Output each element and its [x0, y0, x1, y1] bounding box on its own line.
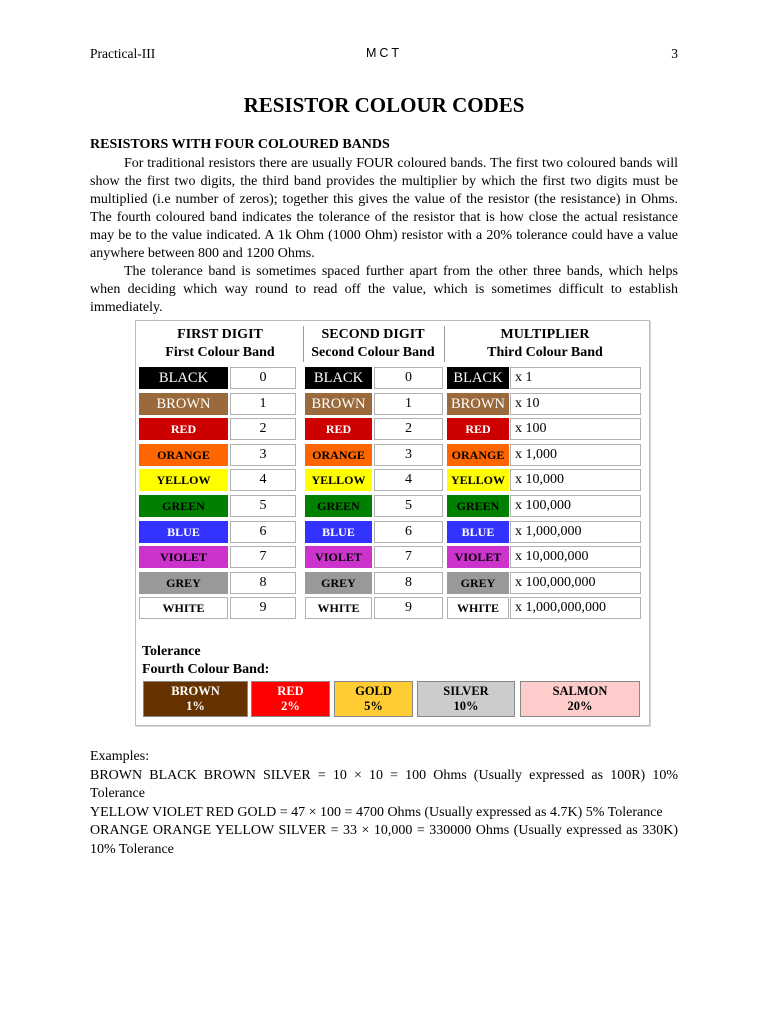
page-title: RESISTOR COLOUR CODES	[243, 93, 525, 117]
tolerance-band-gold	[334, 681, 413, 717]
tolerance-heading	[142, 643, 269, 679]
digit-value: 7	[230, 546, 296, 568]
column-title: SECOND DIGIT	[321, 327, 425, 342]
paragraph-2-text: The tolerance band is sometimes spaced further apart from the other three bands, which helps when deciding which way round to read off the value, which is sometimes difficult to establish immediately.	[90, 264, 678, 315]
band-orange: ORANGE	[447, 444, 509, 466]
example-item: YELLOW VIOLET RED GOLD = 47 × 100 = 4700 Ohms (Usually expressed as 4.7K) 5% Tolerance	[90, 804, 663, 820]
band-green: GREEN	[447, 495, 509, 517]
digit-value: 9	[230, 597, 296, 619]
band-yellow: YELLOW	[139, 469, 228, 491]
digit-value: 5	[374, 495, 443, 517]
digit-value: 4	[230, 469, 296, 491]
band-red: RED	[447, 418, 509, 440]
band-white: WHITE	[447, 597, 509, 619]
band-violet: VIOLET	[305, 546, 372, 568]
multiplier-value: x 100,000,000	[510, 572, 641, 594]
band-green: GREEN	[305, 495, 372, 517]
band-yellow: YELLOW	[305, 469, 372, 491]
band-grey: GREY	[305, 572, 372, 594]
column-subtitle: Second Colour Band	[311, 345, 435, 360]
tolerance-band-value: 20%	[567, 699, 593, 713]
multiplier-value: x 100	[510, 418, 641, 440]
tolerance-band-silver	[417, 681, 515, 717]
multiplier-value: x 1,000,000	[510, 521, 641, 543]
tolerance-band-name: BROWN	[171, 684, 220, 698]
digit-value: 8	[230, 572, 296, 594]
multiplier-value: x 1,000	[510, 444, 641, 466]
examples-section	[90, 748, 678, 859]
tolerance-band-value: 1%	[186, 699, 205, 713]
band-brown: BROWN	[139, 393, 228, 415]
example-item: ORANGE ORANGE YELLOW SILVER = 33 × 10,000 = 330000 Ohms (Usually expressed as 330K) 10% Tolerance	[90, 823, 678, 857]
tolerance-subtitle: Fourth Colour Band:	[142, 662, 270, 677]
tolerance-band-name: GOLD	[355, 684, 392, 698]
digit-value: 6	[230, 521, 296, 543]
tolerance-band-name: SALMON	[552, 684, 608, 698]
digit-value: 7	[374, 546, 443, 568]
tolerance-band-value: 5%	[364, 699, 383, 713]
digit-value: 1	[374, 393, 443, 415]
band-orange: ORANGE	[305, 444, 372, 466]
multiplier-value: x 10	[510, 393, 641, 415]
band-brown: BROWN	[447, 393, 509, 415]
band-yellow: YELLOW	[447, 469, 509, 491]
digit-value: 3	[374, 444, 443, 466]
band-red: RED	[139, 418, 228, 440]
band-grey: GREY	[139, 572, 228, 594]
tolerance-band-salmon	[520, 681, 640, 717]
column-title: MULTIPLIER	[500, 327, 590, 342]
band-grey: GREY	[447, 572, 509, 594]
multiplier-value: x 10,000	[510, 469, 641, 491]
column-subtitle: Third Colour Band	[487, 345, 603, 360]
band-blue: BLUE	[447, 521, 509, 543]
band-black: BLACK	[447, 367, 509, 389]
digit-value: 1	[230, 393, 296, 415]
multiplier-value: x 10,000,000	[510, 546, 641, 568]
band-green: GREEN	[139, 495, 228, 517]
band-red: RED	[305, 418, 372, 440]
digit-value: 2	[230, 418, 296, 440]
paragraph-1	[90, 155, 678, 263]
digit-value: 9	[374, 597, 443, 619]
example-item: BROWN BLACK BROWN SILVER = 10 × 10 = 100 Ohms (Usually expressed as 100R) 10% Tolerance	[90, 767, 678, 801]
band-brown: BROWN	[305, 393, 372, 415]
multiplier-value: x 100,000	[510, 495, 641, 517]
digit-value: 0	[374, 367, 443, 389]
digit-value: 6	[374, 521, 443, 543]
tolerance-band-brown	[143, 681, 248, 717]
digit-value: 0	[230, 367, 296, 389]
band-black: BLACK	[305, 367, 372, 389]
page-number: 3	[671, 46, 678, 61]
column-title: FIRST DIGIT	[177, 327, 263, 342]
tolerance-band-name: RED	[277, 684, 304, 698]
tolerance-band-value: 10%	[453, 699, 479, 713]
header-left: Practical-III	[90, 46, 156, 61]
band-blue: BLUE	[139, 521, 228, 543]
section-heading: RESISTORS WITH FOUR COLOURED BANDS	[90, 137, 390, 152]
multiplier-value: x 1,000,000,000	[510, 597, 641, 619]
tolerance-title: Tolerance	[142, 644, 201, 659]
digit-value: 5	[230, 495, 296, 517]
band-violet: VIOLET	[139, 546, 228, 568]
header-center: MCT	[365, 46, 403, 60]
column-header-first-digit	[138, 326, 302, 362]
paragraph-2	[90, 263, 678, 317]
band-orange: ORANGE	[139, 444, 228, 466]
digit-value: 8	[374, 572, 443, 594]
band-violet: VIOLET	[447, 546, 509, 568]
digit-value: 2	[374, 418, 443, 440]
column-subtitle: First Colour Band	[165, 345, 275, 360]
band-blue: BLUE	[305, 521, 372, 543]
column-header-multiplier	[445, 326, 645, 362]
tolerance-band-red	[251, 681, 330, 717]
multiplier-value: x 1	[510, 367, 641, 389]
digit-value: 3	[230, 444, 296, 466]
tolerance-band-name: SILVER	[443, 684, 489, 698]
band-white: WHITE	[305, 597, 372, 619]
digit-value: 4	[374, 469, 443, 491]
paragraph-1-text: For traditional resistors there are usually FOUR coloured bands. The first two coloured bands will show the first two digits, the third band provides the multiplier by which the first two digits must be multiplied (i.e number of zeros); together this gives the value of the resistor (the resistance) in Ohms. The fourth coloured band indicates the tolerance of the resistor that is how close the actual resistance may be to the value indicated. A 1k Ohm (1000 Ohm) resistor with a 20% tolerance could have a value anywhere between 800 and 1200 Ohms.	[90, 156, 678, 261]
band-black: BLACK	[139, 367, 228, 389]
column-header-second-digit	[304, 326, 442, 362]
examples-heading: Examples:	[90, 749, 150, 764]
band-white: WHITE	[139, 597, 228, 619]
tolerance-band-value: 2%	[281, 699, 300, 713]
